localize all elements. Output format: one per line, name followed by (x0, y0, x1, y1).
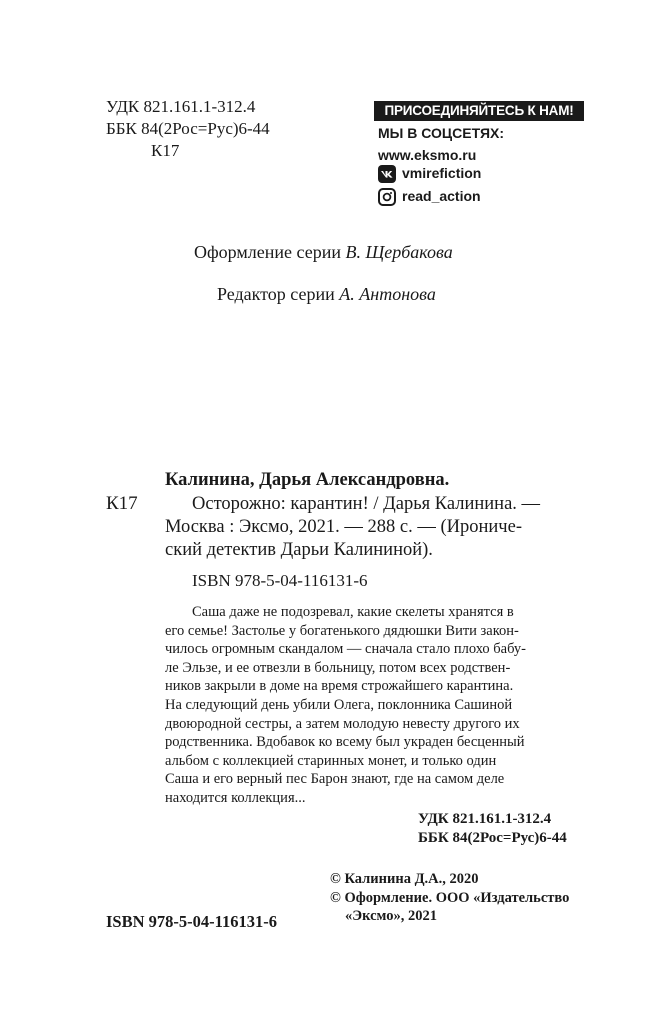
join-banner: ПРИСОЕДИНЯЙТЕСЬ К НАМ! (374, 101, 584, 121)
udk-code: УДК 821.161.1-312.4 (106, 97, 256, 116)
footer-udk: УДК 821.161.1-312.4 (418, 811, 552, 827)
catalog-isbn: ISBN 978-5-04-116131-6 (192, 571, 368, 590)
author-mark: К17 (151, 141, 180, 160)
annotation-line: Саша даже не подозревал, какие скелеты хранятся в (192, 604, 514, 620)
catalog-line-2: Москва : Эксмо, 2021. — 288 с. — (Ирониче- (165, 517, 522, 537)
annotation-line: родственника. Вдобавок ко всему был украден бесценный (165, 734, 525, 751)
copyright-author: © Калинина Д.А., 2020 (330, 871, 479, 887)
footer-isbn: ISBN 978-5-04-116131-6 (106, 912, 277, 931)
bbk-code: ББК 84(2Рос=Рус)6-44 (106, 119, 270, 138)
copyright-publisher: «Эксмо», 2021 (345, 908, 437, 924)
catalog-author: Калинина, Дарья Александровна. (165, 470, 450, 490)
catalog-mark: К17 (106, 493, 138, 514)
social-heading: МЫ В СОЦСЕТЯХ: (378, 125, 505, 141)
annotation-line: На следующий день убили Олега, поклонника Сашиной (165, 697, 513, 713)
annotation-line: находится коллекция... (165, 790, 306, 806)
annotation-line: ников закрыли в доме на время строжайшего карантина. (165, 678, 514, 695)
vk-icon (378, 165, 396, 183)
catalog-line-3: ский детектив Дарьи Калининой). (165, 540, 433, 560)
annotation-line: ле Эльзе, и ее отвезли в больницу, потом всех родствен- (165, 659, 511, 676)
instagram-link[interactable] (378, 187, 481, 206)
annotation-line: двоюродной сестры, а затем молодую невесту другого их (165, 715, 520, 732)
copyright-design: © Оформление. ООО «Издательство (330, 890, 570, 906)
annotation-line: альбом с коллекцией старинных монет, и только один (165, 752, 497, 769)
series-design-label: Оформление серии (194, 242, 341, 262)
instagram-icon (378, 188, 396, 206)
site-link[interactable]: www.eksmo.ru (378, 147, 477, 163)
series-editor-label: Редактор серии (217, 284, 335, 304)
vk-link[interactable] (378, 164, 481, 183)
annotation-line: чилось огромным скандалом — сначала стало плохо бабу- (165, 641, 527, 658)
instagram-handle: read_action (402, 188, 481, 204)
annotation-line: его семье! Застолье у богатенького дядюшки Вити закон- (165, 622, 519, 639)
footer-bbk: ББК 84(2Рос=Рус)6-44 (418, 830, 567, 846)
annotation-line: Саша и его верный пес Барон знают, где на самом деле (165, 771, 505, 788)
catalog-line-1: Осторожно: карантин! / Дарья Калинина. — (192, 494, 541, 514)
series-editor-name: А. Антонова (339, 284, 436, 304)
series-design-name: В. Щербакова (345, 242, 453, 262)
series-editor-credit (217, 284, 436, 305)
vk-handle: vmirefiction (402, 165, 482, 181)
series-design-credit (194, 242, 453, 263)
